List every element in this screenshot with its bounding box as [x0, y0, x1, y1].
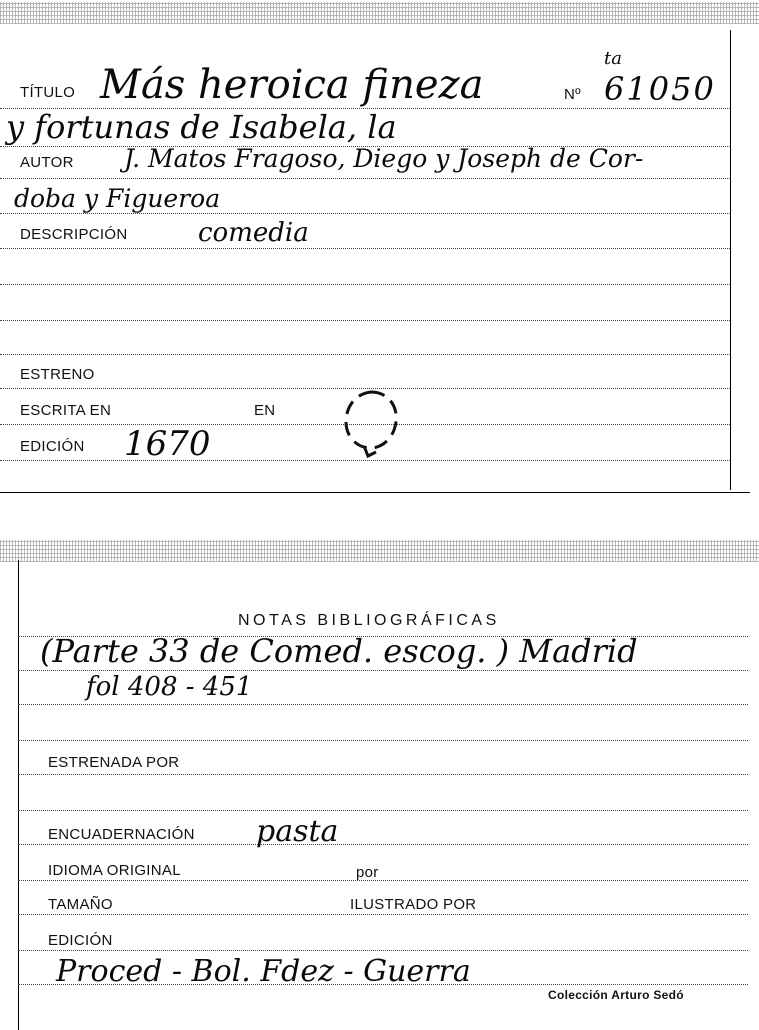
numero-label: Nº [564, 86, 581, 103]
card-bottom-border [0, 492, 750, 493]
rule-line [0, 320, 730, 321]
rule-line [18, 950, 748, 951]
descripcion-label: DESCRIPCIÓN [20, 226, 128, 243]
descripcion-value: comedia [198, 218, 309, 248]
ink-stamp-icon [336, 386, 406, 460]
catalog-card-top [0, 0, 759, 494]
edicion-value: 1670 [124, 424, 211, 464]
numero-superscript: ta [604, 48, 622, 69]
rule-line [18, 704, 748, 705]
rule-line [0, 460, 730, 461]
rule-line [18, 844, 748, 845]
numero-value: 61050 [604, 70, 716, 108]
encuadernacion-value: pasta [256, 814, 339, 849]
rule-line [18, 774, 748, 775]
rule-line [18, 670, 748, 671]
autor-label: AUTOR [20, 154, 74, 171]
proced-value: Proced - Bol. Fdez - Guerra [56, 954, 471, 989]
rule-line [0, 178, 730, 179]
torn-edge [0, 540, 759, 562]
rule-line [0, 213, 730, 214]
coleccion-credit: Colección Arturo Sedó [548, 988, 684, 1002]
estreno-label: ESTRENO [20, 366, 95, 383]
encuadernacion-label: ENCUADERNACIÓN [48, 826, 195, 843]
rule-line [18, 880, 748, 881]
tamano-label: TAMAÑO [48, 896, 113, 913]
rule-line [0, 284, 730, 285]
por-label: por [356, 864, 379, 881]
edicion-label: EDICIÓN [48, 932, 113, 949]
ilustrado-por-label: ILUSTRADO POR [350, 896, 477, 913]
torn-edge [0, 2, 759, 24]
titulo-label: TÍTULO [20, 84, 76, 101]
catalog-card-bottom [0, 536, 759, 1028]
rule-line [0, 248, 730, 249]
card-left-border [18, 560, 19, 1030]
notas-value-line2: fol 408 - 451 [86, 672, 253, 702]
rule-line [0, 354, 730, 355]
notas-heading: NOTAS BIBLIOGRÁFICAS [238, 612, 500, 629]
estrenada-por-label: ESTRENADA POR [48, 754, 180, 771]
autor-value-line1: J. Matos Fragoso, Diego y Joseph de Cor- [124, 144, 644, 173]
card-right-border [730, 30, 731, 490]
edicion-label: EDICIÓN [20, 438, 85, 455]
titulo-value-line2: y fortunas de Isabela, la [6, 108, 397, 146]
notas-value-line1: (Parte 33 de Comed. escog. ) Madrid [40, 632, 638, 670]
en-label: EN [254, 402, 276, 419]
rule-line [18, 914, 748, 915]
idioma-original-label: IDIOMA ORIGINAL [48, 862, 181, 879]
autor-value-line2: doba y Figueroa [14, 184, 221, 213]
rule-line [18, 740, 748, 741]
titulo-value-line1: Más heroica fineza [100, 62, 484, 108]
escrita-en-label: ESCRITA EN [20, 402, 112, 419]
rule-line [18, 810, 748, 811]
